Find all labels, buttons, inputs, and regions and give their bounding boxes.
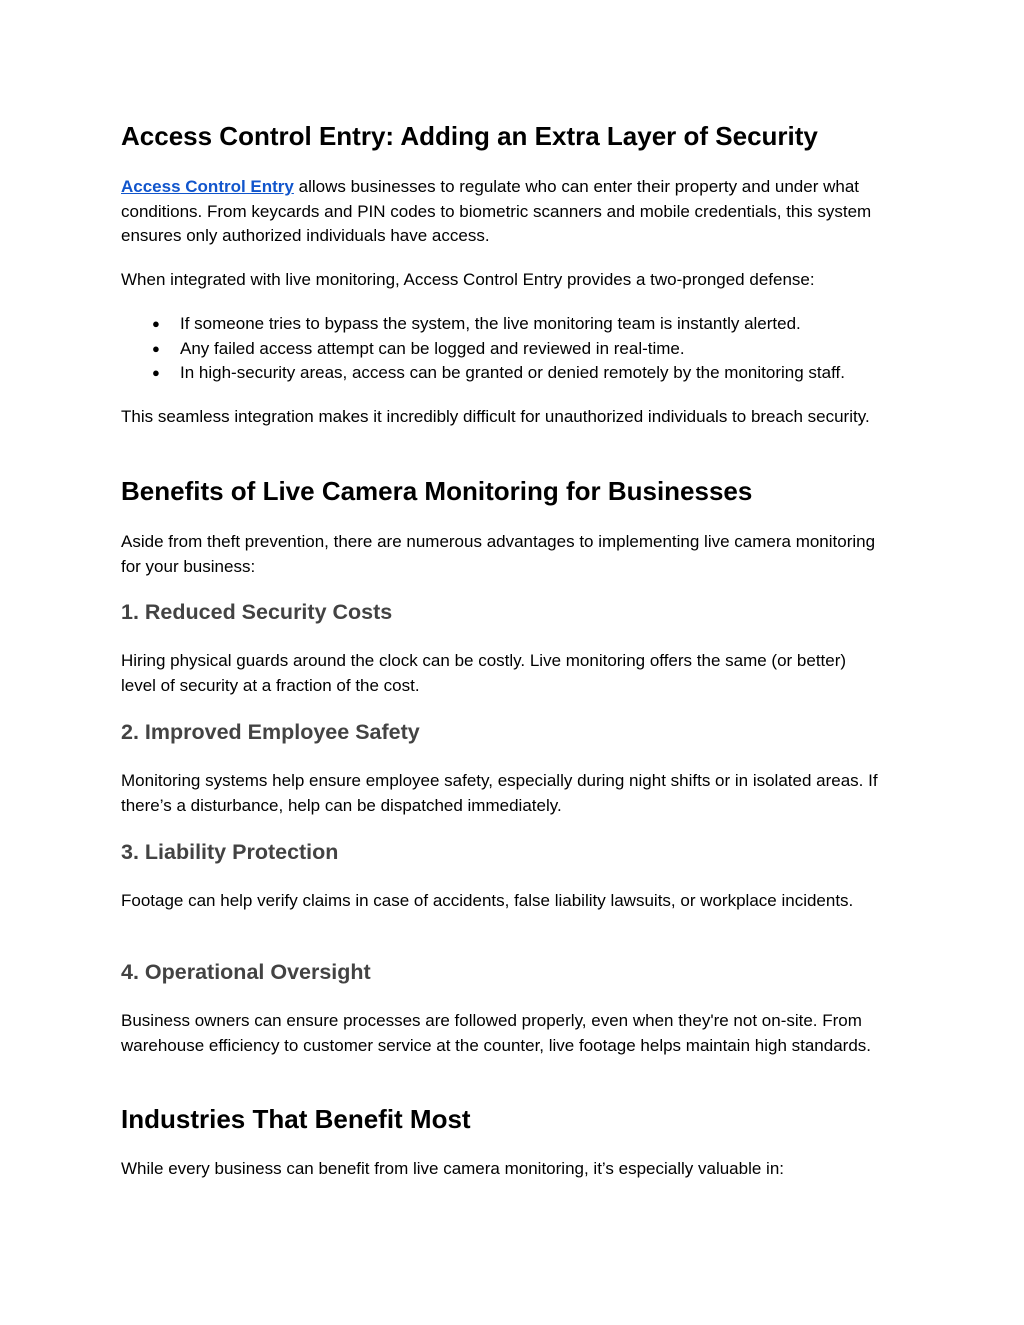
benefit-heading-safety: 2. Improved Employee Safety bbox=[121, 720, 420, 744]
list-item: ● Any failed access attempt can be logged and reviewed in real-time. bbox=[121, 337, 921, 362]
section-heading-access-control: Access Control Entry: Adding an Extra Layer of Security bbox=[121, 121, 818, 151]
list-item: ● In high-security areas, access can be granted or denied remotely by the monitoring staff. bbox=[121, 361, 921, 386]
list-item: ● If someone tries to bypass the system, the live monitoring team is instantly alerted. bbox=[121, 312, 921, 337]
defense-bullet-list bbox=[121, 312, 921, 386]
benefit-body-costs: Hiring physical guards around the clock can be costly. Live monitoring offers the same (or better) level of security at a fraction of the cost. bbox=[121, 651, 847, 695]
paragraph-seamless-integration: This seamless integration makes it incredibly difficult for unauthorized individuals to breach security. bbox=[121, 407, 870, 426]
benefit-body-oversight: Business owners can ensure processes are followed properly, even when they're not on-site. From warehouse efficiency to customer service at the counter, live footage helps maintain high standards. bbox=[121, 1011, 872, 1055]
paragraph-benefits-intro: Aside from theft prevention, there are numerous advantages to implementing live camera monitoring for your business: bbox=[121, 532, 876, 576]
benefit-heading-oversight: 4. Operational Oversight bbox=[121, 960, 371, 984]
paragraph-integration: When integrated with live monitoring, Access Control Entry provides a two-pronged defense: bbox=[121, 270, 815, 289]
bullet-icon: ● bbox=[152, 365, 160, 380]
paragraph-access-control-intro bbox=[121, 175, 911, 249]
paragraph-industries-intro: While every business can benefit from live camera monitoring, it’s especially valuable in: bbox=[121, 1159, 784, 1178]
benefit-heading-liability: 3. Liability Protection bbox=[121, 840, 339, 864]
benefit-body-liability: Footage can help verify claims in case of accidents, false liability lawsuits, or workplace incidents. bbox=[121, 891, 854, 910]
bullet-icon: ● bbox=[152, 316, 160, 331]
benefit-body-safety: Monitoring systems help ensure employee safety, especially during night shifts or in isolated areas. If there’s a disturbance, help can be dispatched immediately. bbox=[121, 771, 878, 815]
section-heading-benefits: Benefits of Live Camera Monitoring for Businesses bbox=[121, 476, 753, 506]
bullet-icon: ● bbox=[152, 340, 160, 356]
benefit-heading-costs: 1. Reduced Security Costs bbox=[121, 600, 393, 624]
intro-text: allows businesses to regulate who can enter their property and under what conditions. From keycards and PIN codes to biometric scanners and mobile credentials, this system ensures only authorized individuals have access. bbox=[121, 177, 872, 245]
section-heading-industries: Industries That Benefit Most bbox=[121, 1104, 471, 1134]
access-control-entry-link[interactable]: Access Control Entry bbox=[121, 177, 294, 196]
